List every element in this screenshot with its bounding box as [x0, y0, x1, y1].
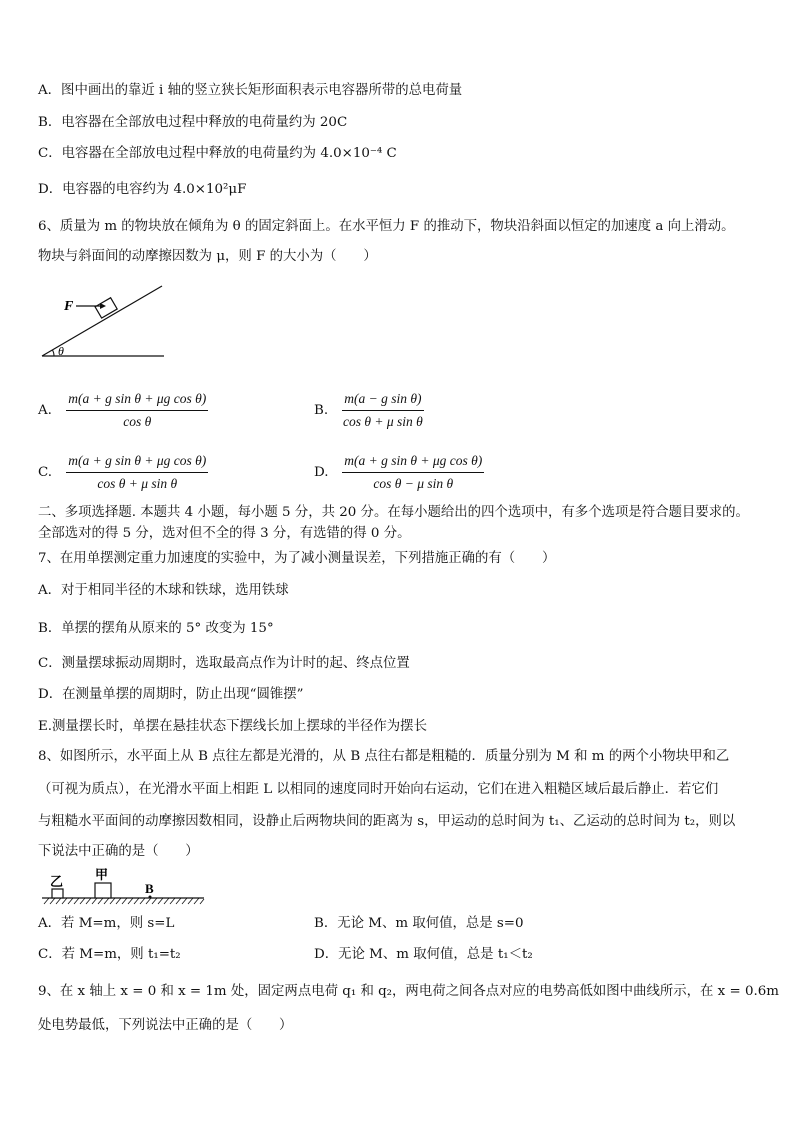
q8-option-b: B．无论 M、m 取何值，总是 s=0 [314, 916, 524, 931]
q5-option-d: D．电容器的电容约为 4.0×10²μF [38, 182, 247, 197]
q5-option-a: A．图中画出的靠近 i 轴的竖立狭长矩形面积表示电容器所带的总电荷量 [38, 83, 463, 98]
q8-stem-line3: 与粗糙水平面间的动摩擦因数相同，设静止后两物块间的距离为 s，甲运动的总时间为 t₁、乙运动的总时间为 t₂，则以 [38, 814, 736, 829]
denominator: cos θ − μ sin θ [373, 476, 454, 491]
numerator: m(a + g sin θ + μg cos θ) [342, 452, 484, 473]
q8-stem-line2: （可视为质点），在光滑水平面上相距 L 以相同的速度同时开始向右运动，它们在进入粗糙区域后最后静止．若它们 [38, 782, 719, 797]
denominator: cos θ + μ sin θ [97, 476, 178, 491]
q8-option-a: A．若 M=m，则 s=L [38, 916, 175, 931]
q6-option-c [38, 452, 208, 493]
q8-option-c: C．若 M=m，则 t₁=t₂ [38, 947, 181, 962]
angle-arc [53, 350, 55, 356]
numerator: m(a + g sin θ + μg cos θ) [66, 390, 208, 411]
angle-label: θ [58, 344, 64, 358]
label-b: B [145, 881, 154, 896]
denominator: cos θ [123, 414, 152, 429]
label-yi: 乙 [50, 874, 64, 889]
option-key: C. [38, 465, 53, 480]
q6-stem-line2: 物块与斜面间的动摩擦因数为 μ，则 F 的大小为（ ） [38, 249, 377, 264]
incline-figure [36, 282, 176, 364]
option-key: D. [314, 465, 329, 480]
q5-option-b: B．电容器在全部放电过程中释放的电荷量约为 20C [38, 115, 348, 130]
q7-option-d: D．在测量单摆的周期时，防止出现“圆锥摆” [38, 687, 304, 702]
section2-line1: 二、多项选择题. 本题共 4 小题，每小题 5 分，共 20 分。在每小题给出的四个选项中，有多个选项是符合题目要求的。 [38, 505, 749, 520]
q7-option-c: C．测量摆球振动周期时，选取最高点作为计时的起、终点位置 [38, 656, 410, 671]
q7-option-a: A．对于相同半径的木球和铁球，选用铁球 [38, 583, 289, 598]
numerator: m(a + g sin θ + μg cos θ) [66, 452, 208, 473]
option-key: B. [314, 403, 329, 418]
force-label: F [64, 299, 74, 314]
q8-stem-line4: 下说法中正确的是（ ） [38, 844, 199, 859]
block-yi [52, 889, 63, 898]
label-jia: 甲 [95, 867, 109, 882]
q8-option-d: D．无论 M、m 取何值，总是 t₁＜t₂ [314, 947, 533, 962]
q6-option-d [314, 452, 484, 493]
q8-stem-line1: 8、如图所示，水平面上从 B 点往左都是光滑的，从 B 点往右都是粗糙的．质量分别为 M 和 m 的两个小物块甲和乙 [38, 749, 730, 764]
surface-hatching [44, 898, 204, 904]
q5-option-c: C．电容器在全部放电过程中释放的电荷量约为 4.0×10⁻⁴ C [38, 146, 397, 161]
q7-option-e: E.测量摆长时，单摆在悬挂状态下摆线长加上摆球的半径作为摆长 [38, 719, 427, 734]
denominator: cos θ + μ sin θ [343, 414, 423, 429]
option-key: A. [38, 403, 52, 418]
q7-stem: 7、在用单摆测定重力加速度的实验中，为了减小测量误差，下列措施正确的有（ ） [38, 551, 556, 566]
block-jia [95, 883, 111, 898]
numerator: m(a − g sin θ) [342, 390, 423, 411]
block [95, 298, 117, 318]
section2-line2: 全部选对的得 5 分，选对但不全的得 3 分，有选错的得 0 分。 [38, 526, 411, 541]
q6-stem-line1: 6、质量为 m 的物块放在倾角为 θ 的固定斜面上。在水平恒力 F 的推动下，物块沿斜面以恒定的加速度 a 向上滑动。 [38, 219, 735, 234]
q9-stem-line1: 9、在 x 轴上 x = 0 和 x = 1m 处，固定两点电荷 q₁ 和 q₂，两电荷之间各点对应的电势高低如图中曲线所示，在 x = 0.6m [38, 984, 779, 999]
q7-option-b: B．单摆的摆角从原来的 5° 改变为 15° [38, 621, 274, 636]
q9-stem-line2: 处电势最低，下列说法中正确的是（ ） [38, 1018, 293, 1033]
q6-option-a [38, 390, 208, 431]
blocks-figure [40, 866, 210, 908]
q6-option-b [314, 390, 424, 431]
